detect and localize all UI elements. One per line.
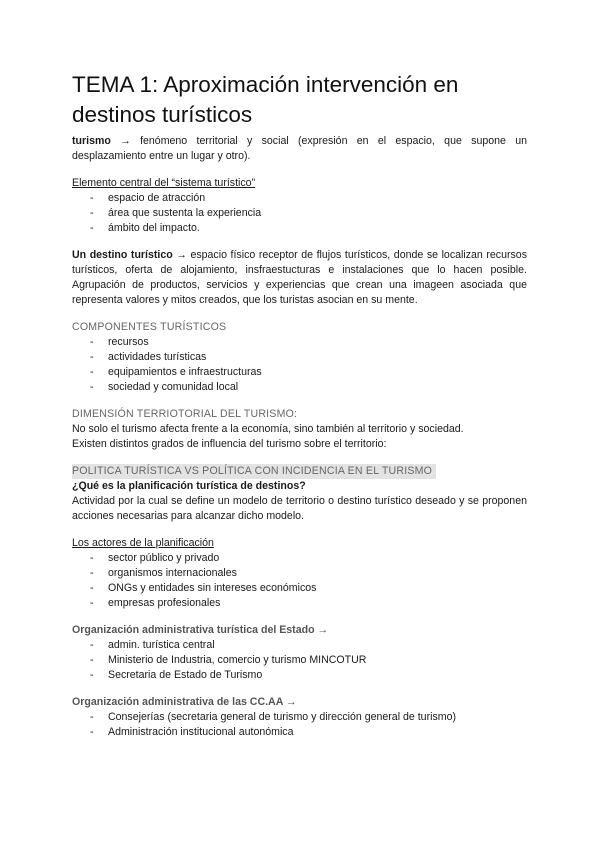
- list-item: - sector público y privado: [72, 551, 527, 566]
- turismo-text: fenómeno territorial y social (expresión en el espacio, que supone un desplazamiento entre un lugar y otro).: [72, 135, 527, 162]
- turismo-term: turismo: [72, 135, 111, 147]
- elemento-heading: Elemento central del “sistema turístico”: [72, 177, 256, 189]
- list-item: - Ministerio de Industria, comercio y turismo MINCOTUR: [72, 653, 527, 668]
- list-item: - equipamientos e infraestructuras: [72, 365, 527, 380]
- turismo-arrow: →: [110, 135, 141, 147]
- list-item: - Secretaria de Estado de Turismo: [72, 668, 527, 683]
- list-item: - espacio de atracción: [72, 191, 527, 206]
- list-item: - ONGs y entidades sin intereses económicos: [72, 581, 527, 596]
- componentes-list: [72, 335, 527, 395]
- turismo-definition: [72, 134, 527, 164]
- list-item: - área que sustenta la experiencia: [72, 206, 527, 221]
- list-item: - organismos internacionales: [72, 566, 527, 581]
- actores-heading: Los actores de la planificación: [72, 537, 214, 549]
- politica-answer: Actividad por la cual se define un modelo de territorio o destino turístico deseado y se proponen acciones necesarias para alcanzar dicho modelo.: [72, 495, 527, 522]
- document-page: [72, 70, 527, 740]
- politica-question: ¿Qué es la planificación turística de destinos?: [72, 480, 306, 492]
- list-item: - actividades turísticas: [72, 350, 527, 365]
- dimension-heading: DIMENSIÓN TERRIOTORIAL DEL TURISMO:: [72, 408, 298, 420]
- dimension-line-2: Existen distintos grados de influencia del turismo sobre el territorio:: [72, 438, 387, 450]
- componentes-heading: COMPONENTES TURÍSTICOS: [72, 321, 227, 333]
- destino-text: espacio físico receptor de flujos turísticos, donde se localizan recursos turísticos, oferta de alojamiento, insfraestucturas e instalaciones que lo hacen posible. Agrupación de productos, servicios y experiencias que crean una imageen asociada que representa valores y mitos creados, que los turistas asocian en su mente.: [72, 249, 527, 306]
- ccaa-list: [72, 710, 527, 740]
- politica-heading: POLITICA TURÍSTICA VS POLÍTICA CON INCIDENCIA EN EL TURISMO: [72, 464, 436, 479]
- page-title: TEMA 1: Aproximación intervención en destinos turísticos: [72, 72, 459, 127]
- destino-arrow: →: [172, 249, 191, 261]
- destino-term: Un destino turístico: [72, 249, 173, 261]
- dimension-line-1: No solo el turismo afecta frente a la economía, sino también al territorio y sociedad.: [72, 423, 464, 435]
- destino-definition: [72, 248, 527, 308]
- list-item: - empresas profesionales: [72, 596, 527, 611]
- estado-list: [72, 638, 527, 683]
- elemento-list: [72, 191, 527, 236]
- actores-list: [72, 551, 527, 611]
- list-item: - Administración institucional autonómica: [72, 725, 527, 740]
- list-item: - recursos: [72, 335, 527, 350]
- list-item: - Consejerías (secretaria general de turismo y dirección general de turismo): [72, 710, 527, 725]
- list-item: - sociedad y comunidad local: [72, 380, 527, 395]
- list-item: - ámbito del impacto.: [72, 221, 527, 236]
- estado-heading: Organización administrativa turística del Estado →: [72, 624, 329, 636]
- list-item: - admin. turística central: [72, 638, 527, 653]
- ccaa-heading: Organización administrativa de las CC.AA →: [72, 696, 297, 708]
